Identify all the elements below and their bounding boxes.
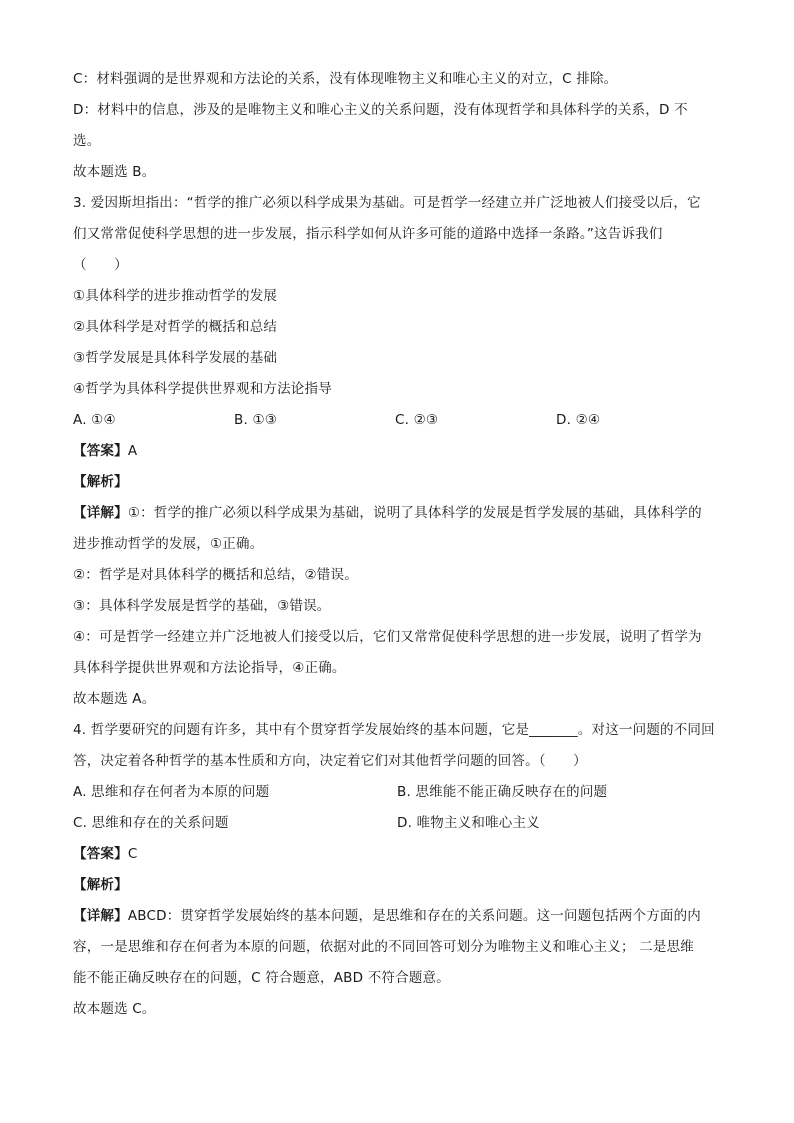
q3-stem: 3. 爱因斯坦指出：“哲学的推广必须以科学成果为基础。可是哲学一经建立并广泛地被人们接受以后，它 bbox=[73, 195, 701, 211]
q3-analysis-tag: 【解析】 bbox=[73, 474, 128, 490]
q4-option-c: C. 思维和存在的关系问题 bbox=[73, 815, 229, 831]
q4-detail-cont: 容，一是思维和存在何者为本原的问题，依据对此的不同回答可划分为唯物主义和唯心主义； 二是思维 bbox=[73, 939, 694, 955]
q4-detail-cont-2: 能不能正确反映存在的问题，C 符合题意，ABD 不符合题意。 bbox=[73, 970, 450, 986]
q3-option-d: D. ②④ bbox=[556, 412, 601, 428]
q4-answer bbox=[73, 839, 733, 870]
q4-options-row-2 bbox=[73, 808, 733, 839]
q4-detail bbox=[73, 901, 733, 932]
q4-option-b: B. 思维能不能正确反映存在的问题 bbox=[397, 784, 608, 800]
q2-option-c-explanation: C：材料强调的是世界观和方法论的关系，没有体现唯物主义和唯心主义的对立，C 排除。 bbox=[73, 71, 618, 87]
q3-option-c: C. ②③ bbox=[395, 412, 439, 428]
q3-item: ③哲学发展是具体科学发展的基础 bbox=[73, 350, 278, 366]
answer-value: C bbox=[127, 846, 138, 862]
q3-detail-2: ②：哲学是对具体科学的概括和总结，②错误。 bbox=[73, 567, 358, 583]
q2-conclusion: 故本题选 B。 bbox=[73, 164, 156, 180]
q3-detail-3: ③：具体科学发展是哲学的基础，③错误。 bbox=[73, 598, 331, 614]
detail-text: ABCD：贯穿哲学发展始终的基本问题，是思维和存在的关系问题。这一问题包括两个方面的内 bbox=[127, 908, 701, 924]
answer-tag: 【答案】 bbox=[73, 846, 128, 862]
q3-conclusion: 故本题选 A。 bbox=[73, 691, 156, 707]
q3-answer bbox=[73, 436, 733, 467]
q4-stem-cont: 答，决定着各种哲学的基本性质和方向，决定着它们对其他哲学问题的回答。（ ） bbox=[73, 753, 587, 769]
detail-tag: 【详解】 bbox=[73, 505, 128, 521]
q3-paren: （ ） bbox=[73, 257, 128, 273]
q3-option-b: B. ①③ bbox=[234, 412, 278, 428]
q3-options bbox=[73, 405, 733, 436]
q3-item: ④哲学为具体科学提供世界观和方法论指导 bbox=[73, 381, 332, 397]
q3-detail-4: ④：可是哲学一经建立并广泛地被人们接受以后，它们又常常促使科学思想的进一步发展，说明了哲学为 bbox=[73, 629, 702, 645]
q2-option-d-explanation-cont: 选。 bbox=[73, 133, 101, 149]
q3-detail-1 bbox=[73, 498, 733, 529]
q3-item: ①具体科学的进步推动哲学的发展 bbox=[73, 288, 278, 304]
q4-option-a: A. 思维和存在何者为本原的问题 bbox=[73, 784, 270, 800]
document-page bbox=[73, 64, 733, 1025]
answer-value: A bbox=[127, 443, 138, 459]
q3-detail-1-cont: 进步推动哲学的发展，①正确。 bbox=[73, 536, 264, 552]
q4-options-row-1 bbox=[73, 777, 733, 808]
q2-option-d-explanation: D：材料中的信息，涉及的是唯物主义和唯心主义的关系问题，没有体现哲学和具体科学的关系，D 不 bbox=[73, 102, 688, 118]
q4-conclusion: 故本题选 C。 bbox=[73, 1001, 156, 1017]
q3-detail-4-cont: 具体科学提供世界观和方法论指导，④正确。 bbox=[73, 660, 346, 676]
q3-stem-cont: 们又常常促使科学思想的进一步发展，指示科学如何从许多可能的道路中选择一条路。”这告诉我们 bbox=[73, 226, 663, 242]
q3-item: ②具体科学是对哲学的概括和总结 bbox=[73, 319, 278, 335]
detail-tag: 【详解】 bbox=[73, 908, 128, 924]
q4-option-d: D. 唯物主义和唯心主义 bbox=[397, 815, 540, 831]
answer-tag: 【答案】 bbox=[73, 443, 128, 459]
detail-text: ①：哲学的推广必须以科学成果为基础，说明了具体科学的发展是哲学发展的基础，具体科学的 bbox=[127, 505, 702, 521]
q4-stem: 4. 哲学要研究的问题有许多，其中有个贯穿哲学发展始终的基本问题，它是_______。对这一问题的不同回 bbox=[73, 722, 715, 738]
q4-analysis-tag: 【解析】 bbox=[73, 877, 128, 893]
q3-option-a: A. ①④ bbox=[73, 412, 116, 428]
